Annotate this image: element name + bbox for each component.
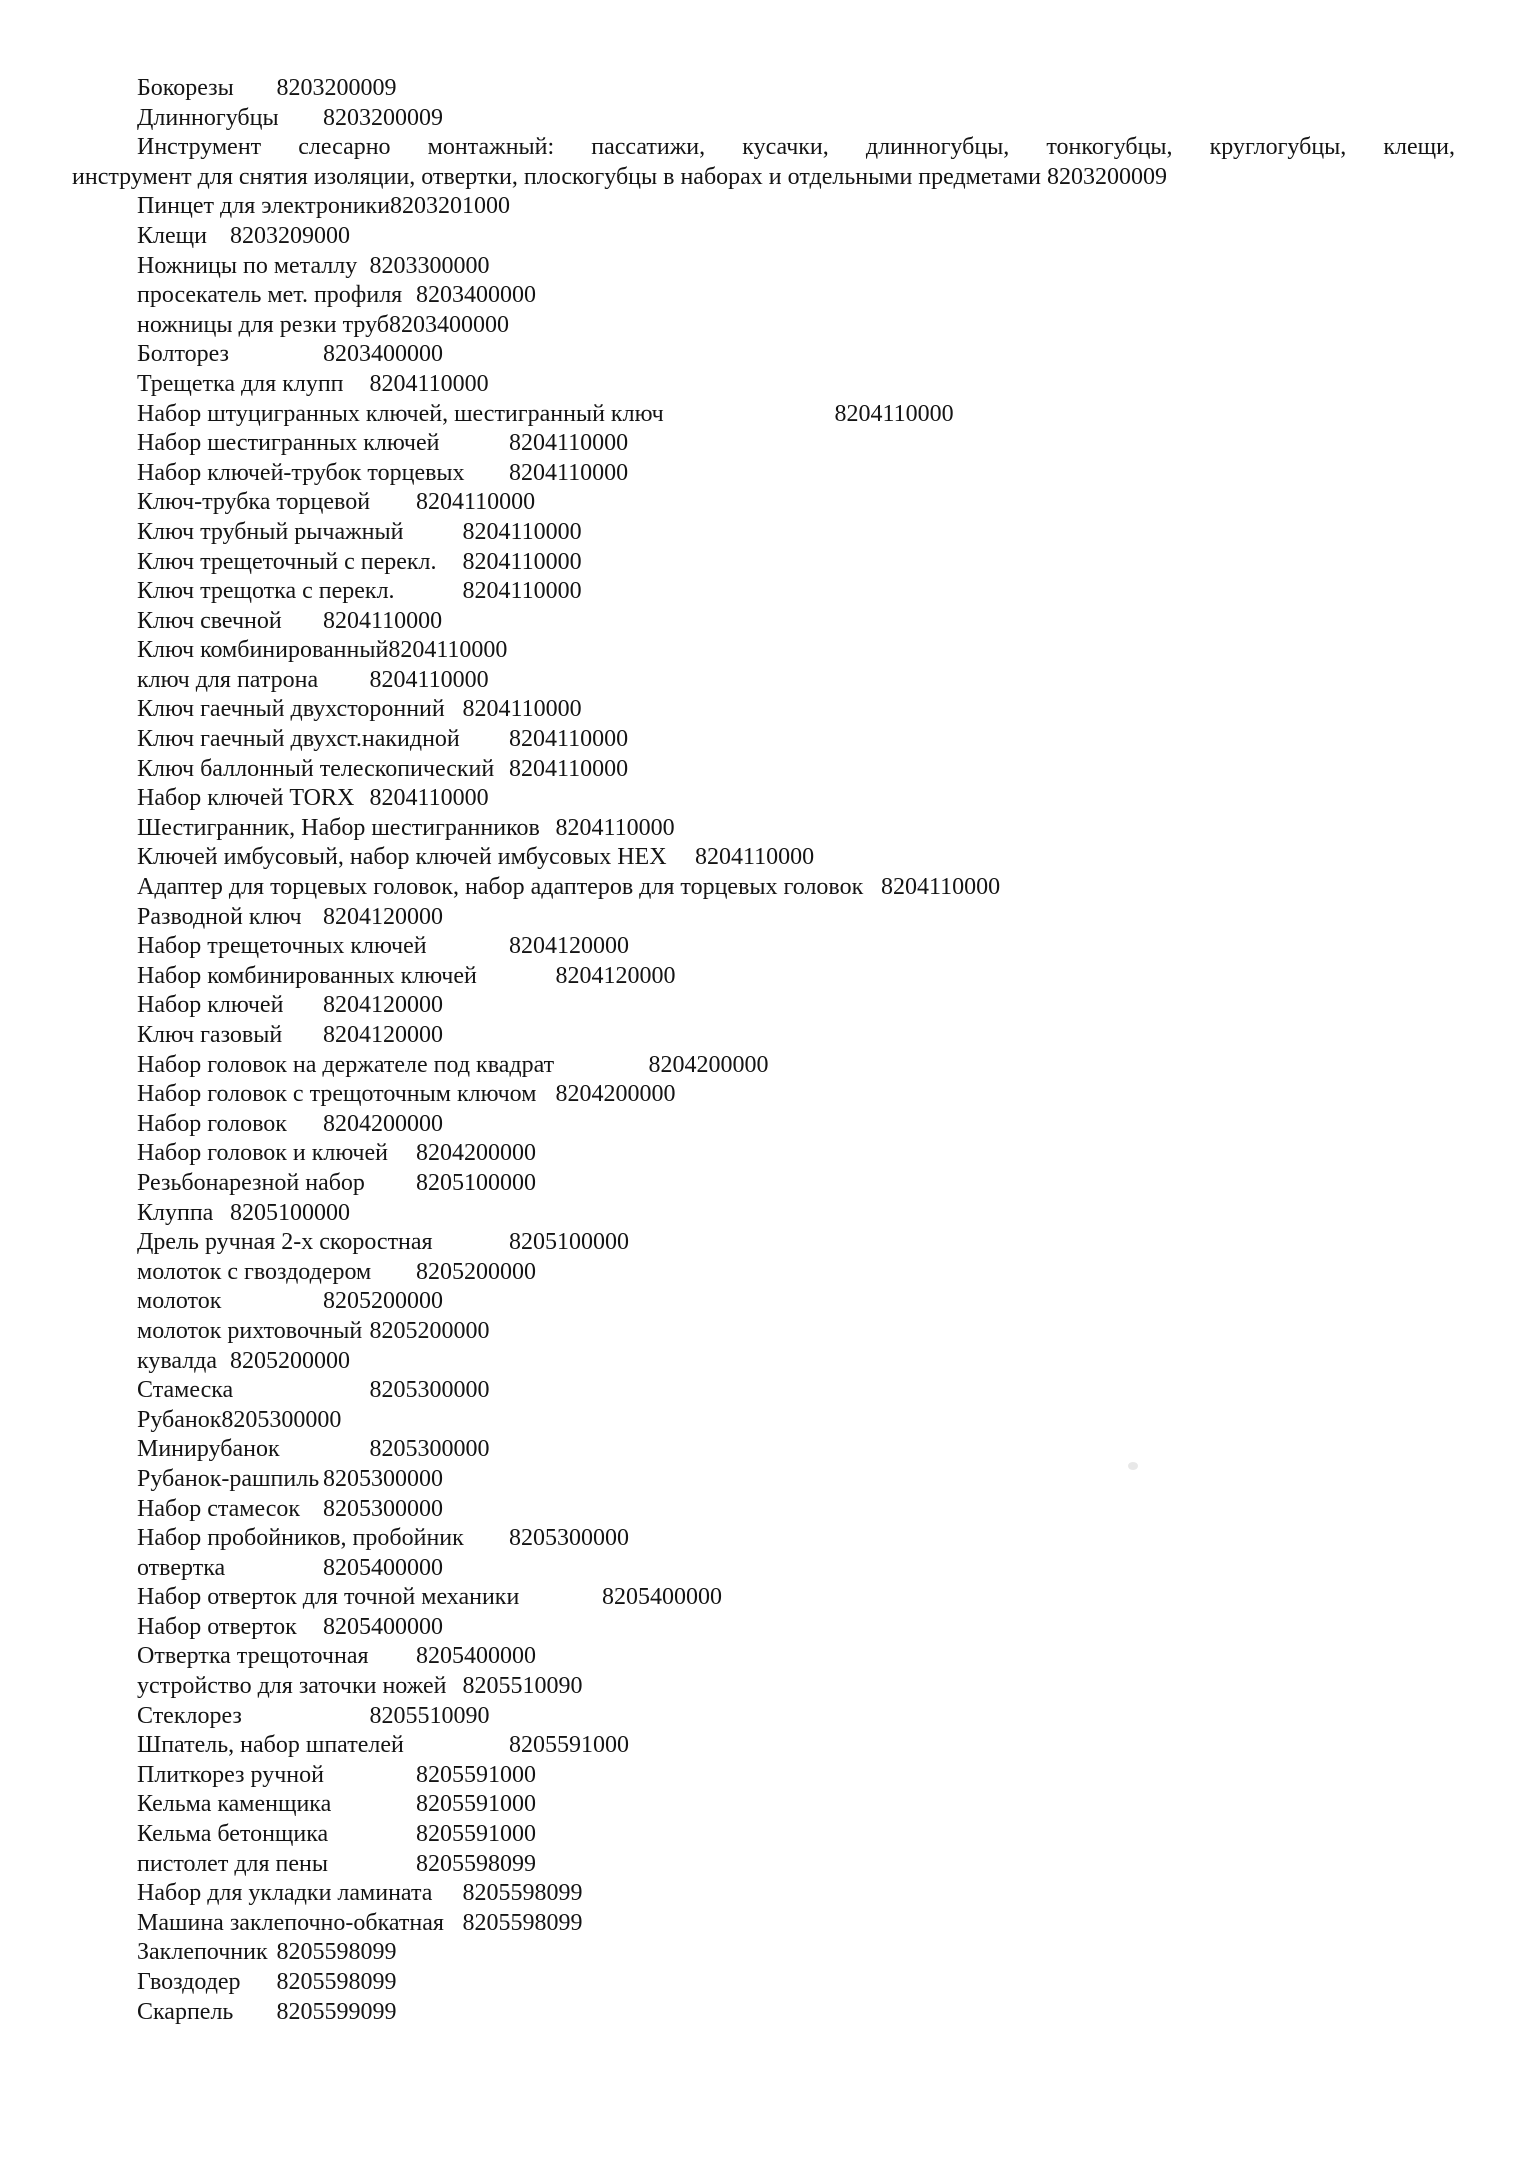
- tab-gap: [402, 282, 416, 308]
- list-line: [137, 548, 1455, 578]
- item-code: 8205400000: [323, 1554, 443, 1581]
- tab-gap: [403, 519, 462, 545]
- tab-gap: [217, 1348, 230, 1374]
- tab-gap: [494, 756, 509, 782]
- item-name: кувалда: [137, 1347, 218, 1374]
- paragraph-line-1: Инструмент слесарно монтажный: пассатижи, кусачки, длинногубцы, тонкогубцы, круглогубцы, клещи,: [137, 134, 1455, 161]
- item-name: Набор отверток для точной механики: [137, 1584, 520, 1611]
- item-code: 8203209000: [230, 222, 350, 249]
- tab-gap: [344, 371, 370, 397]
- item-name: Шестигранник, Набор шестигранников: [137, 814, 540, 841]
- list-line: [137, 1051, 1455, 1081]
- list-line: [137, 695, 1455, 725]
- list-line: [137, 1021, 1455, 1051]
- item-code: 8205300000: [221, 1406, 342, 1433]
- item-code: 8203200009: [323, 104, 443, 131]
- tab-gap: [331, 1791, 416, 1817]
- list-line: [137, 281, 1455, 311]
- tab-gap: [213, 1200, 230, 1226]
- tab-gap: [465, 460, 509, 486]
- item-code: 8204120000: [509, 933, 629, 960]
- tab-gap: [427, 933, 509, 959]
- tab-gap: [242, 1703, 370, 1729]
- tab-gap: [477, 963, 556, 989]
- tab-gap: [365, 1170, 416, 1196]
- item-code: 8204110000: [369, 666, 489, 693]
- list-line: [137, 1909, 1455, 1939]
- item-code: 8205100000: [509, 1229, 629, 1256]
- tab-gap: [437, 549, 463, 575]
- tab-gap: [302, 904, 323, 930]
- tab-gap: [300, 1496, 323, 1522]
- item-code: 8205400000: [602, 1584, 722, 1611]
- list-line: [137, 400, 1455, 430]
- list-line: [137, 577, 1455, 607]
- scan-artifact: [1128, 1462, 1138, 1470]
- item-name: Набор шестигранных ключей: [137, 430, 440, 457]
- list-line: [137, 1139, 1455, 1169]
- item-code: 8204110000: [834, 400, 954, 427]
- list-line: [137, 1968, 1455, 1998]
- item-name: Клещи: [137, 222, 207, 249]
- tab-gap: [225, 1555, 323, 1581]
- item-name: Ключ комбинированный: [137, 637, 389, 664]
- item-name: Ключ трещеточный с перекл.: [137, 548, 437, 575]
- item-code: 8204110000: [462, 578, 582, 605]
- item-name: Минирубанок: [137, 1436, 280, 1463]
- tab-gap: [439, 430, 509, 456]
- item-name: Трещетка для клупп: [137, 370, 344, 397]
- list-line: [137, 429, 1455, 459]
- item-code: 8204110000: [695, 844, 815, 871]
- item-code: 8204200000: [323, 1110, 443, 1137]
- tab-gap: [233, 1999, 276, 2025]
- tab-gap: [433, 1229, 509, 1255]
- tab-gap: [362, 1318, 369, 1344]
- tab-gap: [354, 785, 369, 811]
- tab-gap: [395, 578, 463, 604]
- item-name: Набор отверток: [137, 1613, 297, 1640]
- tab-gap: [324, 1762, 416, 1788]
- list-line: [137, 814, 1455, 844]
- list-line: [137, 843, 1455, 873]
- tab-gap: [234, 75, 277, 101]
- item-name: Машина заклепочно-обкатная: [137, 1909, 444, 1936]
- list-line: [137, 607, 1455, 637]
- item-code: 8205598099: [462, 1909, 583, 1936]
- item-code: 8205591000: [416, 1761, 536, 1788]
- item-name: Ключ трубный рычажный: [137, 518, 404, 545]
- item-code: 8205400000: [416, 1643, 536, 1670]
- list-line: [137, 873, 1455, 903]
- tab-gap: [863, 874, 881, 900]
- item-name: Заклепочник: [137, 1939, 268, 1966]
- list-line: [137, 666, 1455, 696]
- item-name: Набор ключей-трубок торцевых: [137, 459, 465, 486]
- list-line: [137, 104, 1455, 134]
- item-name: Набор головок: [137, 1110, 287, 1137]
- item-code: 8205300000: [323, 1495, 443, 1522]
- item-name: молоток: [137, 1288, 222, 1315]
- item-name: Отвертка трещоточная: [137, 1643, 369, 1670]
- item-code: 8205300000: [509, 1525, 629, 1552]
- item-name: пистолет для пены: [137, 1850, 329, 1877]
- list-line: [137, 1110, 1455, 1140]
- tab-gap: [536, 1081, 555, 1107]
- list-line: [137, 1317, 1455, 1347]
- item-code: 8204120000: [323, 903, 443, 930]
- tab-gap: [279, 105, 323, 131]
- list-line: [137, 1731, 1455, 1761]
- item-code: 8205598099: [276, 1939, 397, 1966]
- list-line: [137, 1761, 1455, 1791]
- item-name: Плиткорез ручной: [137, 1761, 324, 1788]
- item-code: 8203400000: [323, 341, 443, 368]
- list-line: [137, 1228, 1455, 1258]
- paragraph-line-2: инструмент для снятия изоляции, отвертки, плоскогубцы в наборах и отдельными предметами 8203200009: [72, 163, 1167, 190]
- tab-gap: [664, 401, 835, 427]
- list-line: [137, 1287, 1455, 1317]
- tab-gap: [229, 341, 323, 367]
- item-code: 8204120000: [555, 962, 676, 989]
- list-line: [137, 1850, 1455, 1880]
- item-name: Ножницы по металлу: [137, 252, 358, 279]
- item-code: 8205510090: [462, 1673, 583, 1700]
- list-line: [137, 725, 1455, 755]
- item-code: 8204120000: [323, 1022, 443, 1048]
- list-line: [137, 962, 1455, 992]
- item-code: 8203200009: [276, 75, 397, 101]
- item-name: просекатель мет. профиля: [137, 282, 403, 309]
- item-code: 8204110000: [509, 755, 629, 782]
- tool-list-main: [137, 192, 1455, 2027]
- list-line: [137, 784, 1455, 814]
- list-line: [137, 1820, 1455, 1850]
- tab-gap: [328, 1821, 416, 1847]
- list-line: [137, 1554, 1455, 1584]
- list-line: [137, 1080, 1455, 1110]
- item-code: 8204110000: [462, 548, 582, 575]
- item-name: Бокорезы: [137, 75, 234, 101]
- item-code: 8203300000: [369, 252, 490, 279]
- list-line: [137, 1938, 1455, 1968]
- tab-gap: [371, 1259, 416, 1285]
- item-name: Шпатель, набор шпателей: [137, 1732, 404, 1759]
- tab-gap: [540, 815, 556, 841]
- list-line: [137, 1258, 1455, 1288]
- item-name: Адаптер для торцевых головок, набор адаптеров для торцевых головок: [137, 874, 864, 901]
- tab-gap: [241, 1969, 277, 1995]
- item-name: устройство для заточки ножей: [137, 1673, 447, 1700]
- item-code: 8204200000: [416, 1140, 536, 1167]
- list-line: [137, 518, 1455, 548]
- item-name: Длинногубцы: [137, 104, 279, 131]
- item-name: Пинцет для электроники: [137, 193, 391, 220]
- item-name: Ключ гаечный двухст.накидной: [137, 726, 460, 753]
- item-name: Болторез: [137, 341, 230, 368]
- item-code: 8205300000: [323, 1465, 443, 1492]
- list-line: [137, 932, 1455, 962]
- item-code: 8205100000: [416, 1169, 536, 1196]
- tab-gap: [554, 1052, 648, 1078]
- tab-gap: [328, 1851, 416, 1877]
- item-code: 8203201000: [390, 193, 511, 220]
- item-name: Набор головок с трещоточным ключом: [137, 1081, 537, 1108]
- list-line: [137, 192, 1455, 222]
- item-name: Набор для укладки ламината: [137, 1880, 433, 1907]
- item-name: Стамеска: [137, 1377, 234, 1404]
- item-code: 8204110000: [509, 459, 629, 486]
- item-code: 8205598099: [276, 1969, 397, 1995]
- item-code: 8205598099: [462, 1880, 583, 1907]
- tab-gap: [280, 1436, 370, 1462]
- list-line: [137, 1998, 1455, 2028]
- item-code: 8204200000: [555, 1081, 676, 1108]
- tab-gap: [444, 1910, 463, 1936]
- item-name: Гвоздодер: [137, 1969, 241, 1995]
- tab-gap: [464, 1525, 509, 1551]
- list-line: [137, 991, 1455, 1021]
- list-line: [137, 488, 1455, 518]
- item-code: 8204120000: [323, 992, 443, 1019]
- item-code: 8203400000: [416, 282, 536, 309]
- item-code: 8205591000: [416, 1791, 536, 1818]
- list-line: [137, 1465, 1455, 1495]
- item-code: 8204110000: [369, 370, 489, 397]
- item-code: 8203400000: [389, 311, 509, 338]
- item-name: Ключ свечной: [137, 607, 282, 634]
- item-name: Дрель ручная 2-х скоростная: [137, 1229, 433, 1256]
- item-code: 8204110000: [388, 637, 508, 664]
- item-name: Скарпель: [137, 1998, 234, 2025]
- item-code: 8204110000: [881, 874, 1001, 901]
- item-name: Ключ баллонный телескопический: [137, 755, 495, 782]
- list-line: [137, 1376, 1455, 1406]
- tab-gap: [268, 1939, 277, 1965]
- item-name: Рубанок-рашпиль: [137, 1465, 320, 1492]
- item-name: Набор штуцигранных ключей, шестигранный ключ: [137, 400, 664, 427]
- tab-gap: [282, 1022, 323, 1048]
- item-name: Разводной ключ: [137, 903, 302, 930]
- item-name: Кельма бетонщика: [137, 1821, 329, 1848]
- item-code: 8204110000: [369, 785, 489, 812]
- item-code: 8205200000: [230, 1347, 350, 1374]
- list-line: [137, 1613, 1455, 1643]
- tab-gap: [207, 223, 230, 249]
- list-line: [137, 1642, 1455, 1672]
- item-name: Рубанок: [137, 1406, 222, 1433]
- item-name: Набор трещеточных ключей: [137, 933, 427, 960]
- tab-gap: [446, 1673, 462, 1699]
- list-line: [137, 1524, 1455, 1554]
- item-name: Резьбонарезной набор: [137, 1169, 365, 1196]
- tab-gap: [318, 667, 369, 693]
- tab-gap: [432, 1880, 462, 1906]
- list-line: [137, 252, 1455, 282]
- list-line: [137, 1583, 1455, 1613]
- item-name: Ключ газовый: [137, 1022, 283, 1048]
- list-line: [137, 1702, 1455, 1732]
- item-name: Ключ трещотка с перекл.: [137, 578, 395, 605]
- list-line: [137, 370, 1455, 400]
- list-line: [137, 1199, 1455, 1229]
- tab-gap: [233, 1377, 369, 1403]
- tab-gap: [370, 489, 416, 515]
- tab-gap: [287, 1111, 323, 1137]
- item-code: 8204110000: [462, 518, 582, 545]
- tab-gap: [283, 992, 323, 1018]
- list-line: [137, 1406, 1455, 1436]
- list-line: [137, 340, 1455, 370]
- tab-gap: [404, 1732, 509, 1758]
- item-name: молоток рихтовочный: [137, 1317, 363, 1344]
- item-name: отвертка: [137, 1554, 226, 1581]
- tool-list-top: [137, 74, 1455, 133]
- item-code: 8205300000: [369, 1377, 490, 1404]
- item-code: 8205200000: [369, 1317, 490, 1344]
- item-name: Ключей имбусовый, набор ключей имбусовых HEX: [137, 844, 667, 871]
- list-line: [137, 1169, 1455, 1199]
- item-name: ножницы для резки труб: [137, 311, 389, 338]
- item-name: Клуппа: [137, 1199, 214, 1226]
- item-name: Набор комбинированных ключей: [137, 962, 477, 989]
- tab-gap: [388, 1140, 416, 1166]
- item-code: 8204110000: [509, 726, 629, 753]
- item-name: Набор стамесок: [137, 1495, 301, 1522]
- item-code: 8205300000: [369, 1436, 490, 1463]
- item-name: Набор ключей: [137, 992, 284, 1019]
- tab-gap: [519, 1584, 602, 1610]
- item-code: 8205400000: [323, 1613, 443, 1640]
- item-code: 8205598099: [416, 1850, 536, 1877]
- list-line: [137, 903, 1455, 933]
- list-line: [137, 1347, 1455, 1377]
- tab-gap: [282, 608, 323, 634]
- item-code: 8205591000: [509, 1732, 629, 1759]
- item-name: Набор пробойников, пробойник: [137, 1525, 464, 1552]
- item-name: Ключ-трубка торцевой: [137, 489, 371, 516]
- item-code: 8204110000: [323, 607, 443, 634]
- item-code: 8204110000: [509, 430, 629, 457]
- item-code: 8204110000: [416, 489, 536, 516]
- item-name: молоток с гвоздодером: [137, 1258, 372, 1285]
- list-line: [137, 1435, 1455, 1465]
- tab-gap: [297, 1614, 323, 1640]
- item-name: Стеклорез: [137, 1702, 242, 1729]
- list-line: [137, 74, 1455, 104]
- list-line: [137, 1790, 1455, 1820]
- tab-gap: [667, 844, 695, 870]
- list-line: [137, 222, 1455, 252]
- list-line: [137, 1495, 1455, 1525]
- tab-gap: [357, 253, 369, 279]
- item-code: 8204110000: [462, 696, 582, 723]
- item-code: 8205200000: [323, 1288, 443, 1315]
- list-line: [137, 311, 1455, 341]
- item-code: 8205510090: [369, 1702, 490, 1729]
- tab-gap: [460, 726, 509, 752]
- item-code: 8205599099: [276, 1998, 397, 2025]
- item-code: 8204110000: [555, 814, 675, 841]
- item-code: 8204200000: [648, 1051, 769, 1078]
- tab-gap: [445, 696, 463, 722]
- item-name: ключ для патрона: [137, 666, 319, 693]
- list-line: [137, 636, 1455, 666]
- item-name: Набор головок и ключей: [137, 1140, 388, 1167]
- item-name: Ключ гаечный двухсторонний: [137, 696, 445, 723]
- item-code: 8205100000: [230, 1199, 350, 1226]
- item-name: Набор головок на держателе под квадрат: [137, 1051, 555, 1078]
- list-line: [137, 1879, 1455, 1909]
- list-line: [137, 755, 1455, 785]
- list-line: [137, 1672, 1455, 1702]
- tab-gap: [221, 1288, 323, 1314]
- item-name: Набор ключей TORX: [137, 785, 355, 812]
- tab-gap: [369, 1643, 416, 1669]
- list-line: [137, 459, 1455, 489]
- item-name: Кельма каменщика: [137, 1791, 332, 1818]
- item-code: 8205591000: [416, 1821, 536, 1848]
- item-code: 8205200000: [416, 1258, 536, 1285]
